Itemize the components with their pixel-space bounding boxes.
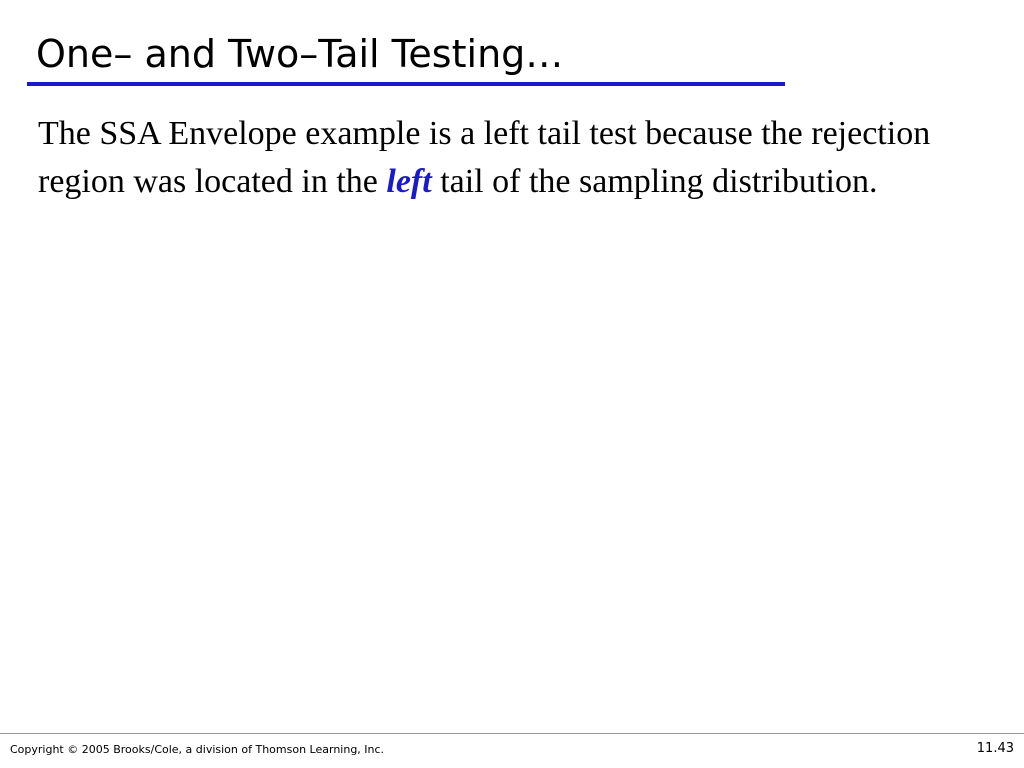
footer-copyright: Copyright © 2005 Brooks/Cole, a division of Thomson Learning, Inc.: [10, 743, 385, 756]
footer-divider: [0, 733, 1024, 734]
emphasized-word: left: [386, 163, 432, 200]
body-text-after: tail of the sampling distribution.: [431, 163, 878, 200]
body-text-before: The SSA Envelope example is a left tail test because the rejection region was located in the: [38, 115, 931, 200]
title-underline: [27, 82, 785, 86]
body-paragraph: [38, 110, 988, 206]
slide-title: One– and Two–Tail Testing…: [36, 32, 564, 76]
slide-number: 11.43: [976, 741, 1014, 756]
